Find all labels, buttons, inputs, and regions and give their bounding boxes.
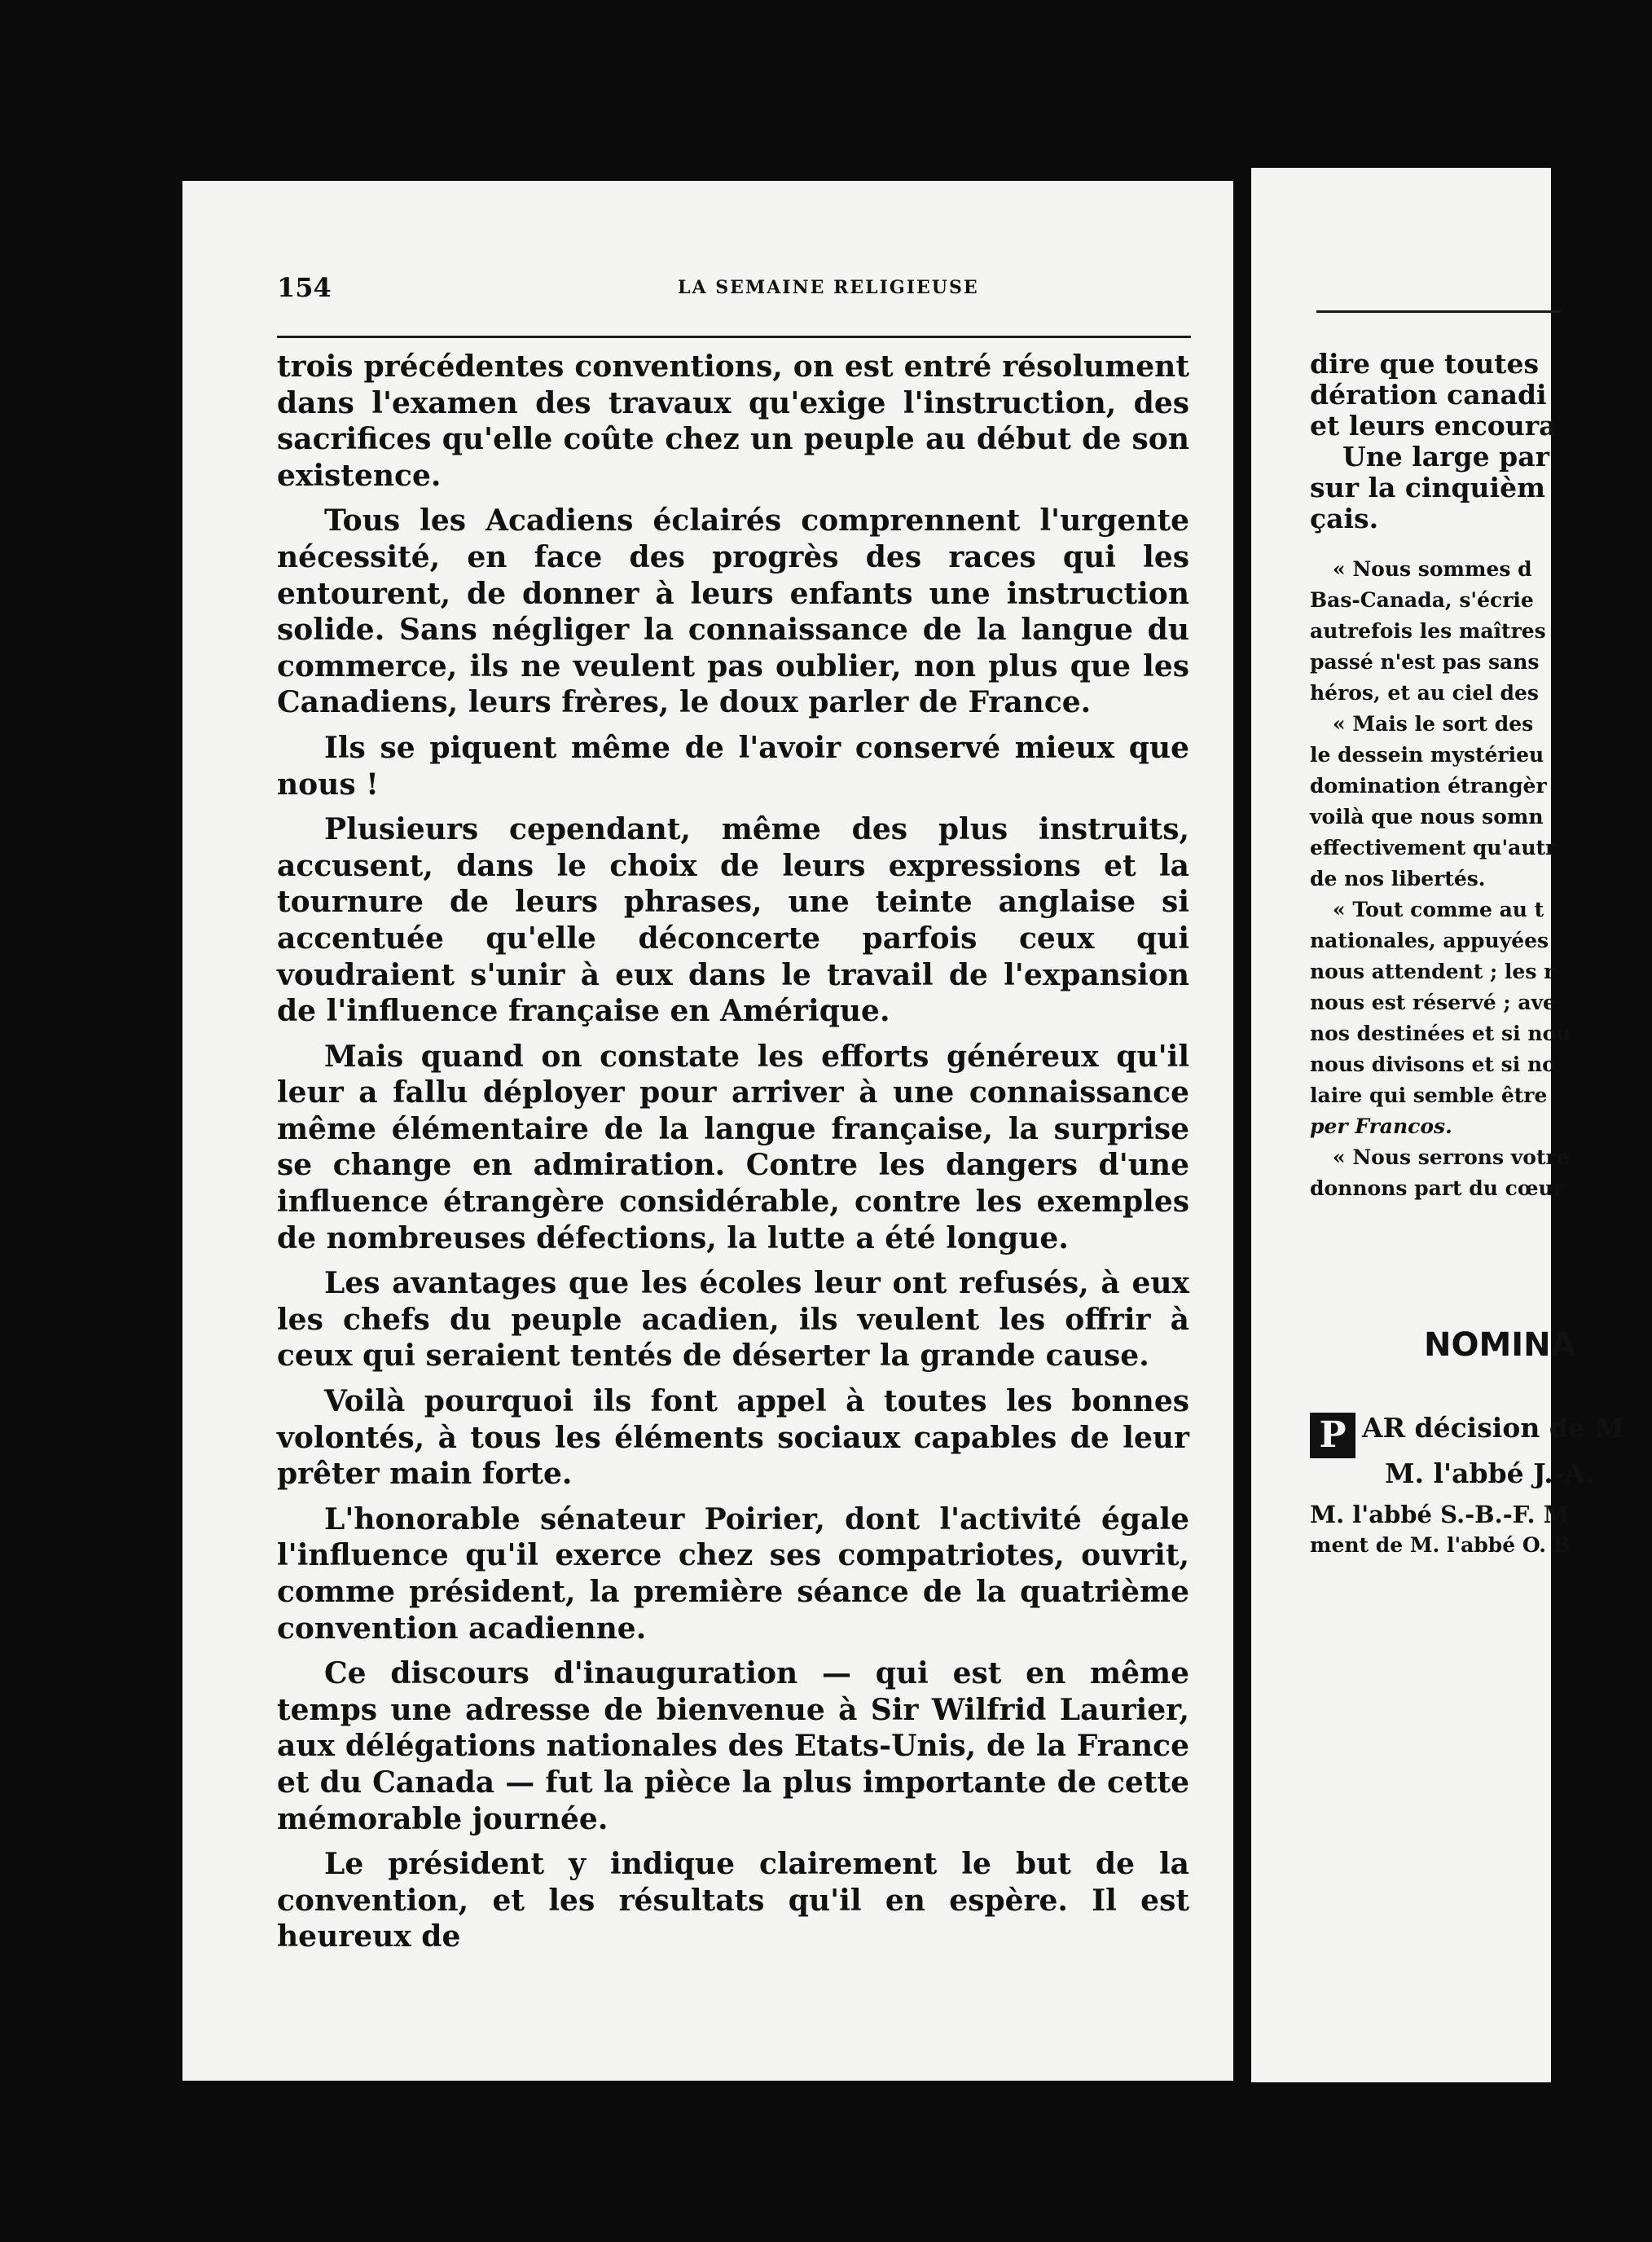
text-line: Bas-Canada, s'écrie xyxy=(1310,588,1534,612)
paragraph: Ils se piquent même de l'avoir conservé mieux que nous ! xyxy=(277,730,1189,802)
text-line: M. l'abbé J.-A. xyxy=(1385,1457,1595,1489)
text-line: effectivement qu'autr xyxy=(1310,836,1557,859)
header-rule xyxy=(1316,310,1561,313)
text-line: « Tout comme au t xyxy=(1333,898,1544,921)
paragraph: Le président y indique clairement le but de la convention, et les résultats qu'il en espère. Il est heureux de xyxy=(277,1847,1189,1954)
text-line: nous est réservé ; ave xyxy=(1310,991,1556,1014)
text-line: Une large par xyxy=(1342,441,1549,473)
text-line: nous divisons et si no xyxy=(1310,1053,1556,1076)
text-line: héros, et au ciel des xyxy=(1310,681,1539,705)
left-page xyxy=(182,181,1233,2081)
paragraph: Les avantages que les écoles leur ont refusés, à eux les chefs du peuple acadien, ils veulent les offrir à ceux qui seraient tentés de déserter la grande cause. xyxy=(277,1266,1189,1374)
text-line: AR décision de M xyxy=(1362,1412,1624,1444)
text-line: « Nous serrons votre xyxy=(1333,1145,1570,1169)
text-line: de nos libertés. xyxy=(1310,867,1486,890)
right-page xyxy=(1251,168,1624,2082)
text-line: laire qui semble être xyxy=(1310,1084,1548,1107)
text-line: sur la cinquièm xyxy=(1310,472,1545,503)
running-header xyxy=(277,272,1189,308)
text-line: çais. xyxy=(1310,503,1379,534)
text-line: « Nous sommes d xyxy=(1333,557,1532,581)
text-line: le dessein mystérieu xyxy=(1310,743,1544,767)
paragraph: Plusieurs cependant, même des plus instruits, accusent, dans le choix de leurs expressions et la tournure de leurs phrases, une teinte anglaise si accentuée qu'elle déconcerte parfois ceux qui voudraient s'unir à eux dans le travail de l'expansion de l'influence française en Amérique. xyxy=(277,812,1189,1029)
text-line: per Francos. xyxy=(1310,1114,1452,1138)
paragraph: Voilà pourquoi ils font appel à toutes les bonnes volontés, à tous les éléments sociaux capables de leur prêter main forte. xyxy=(277,1384,1189,1492)
text-line: dire que toutes xyxy=(1310,348,1540,380)
text-line: nous attendent ; les r xyxy=(1310,960,1555,983)
text-line: donnons part du cœur xyxy=(1310,1176,1564,1200)
text-line: nationales, appuyées xyxy=(1310,929,1549,952)
text-line: nos destinées et si nou xyxy=(1310,1022,1571,1045)
article-body xyxy=(277,349,1189,1964)
text-line: domination étrangèr xyxy=(1310,774,1547,798)
paragraph: Ce discours d'inauguration — qui est en même temps une adresse de bienvenue à Sir Wilfrid Laurier, aux délégations nationales des Etats-Unis, de la France et du Canada — fut la pièce la plus importante de cette mémorable journée. xyxy=(277,1656,1189,1836)
paragraph: L'honorable sénateur Poirier, dont l'activité égale l'influence qu'il exerce chez ses compatriotes, ouvrit, comme président, la première séance de la quatrième convention acadienne. xyxy=(277,1501,1189,1646)
paragraph: Mais quand on constate les efforts généreux qu'il leur a fallu déployer pour arriver à une connaissance même élémentaire de la langue française, la surprise se change en admiration. Contre les dangers d'une influence étrangère considérable, contre les exemples de nombreuses défections, la lutte a été longue. xyxy=(277,1039,1189,1255)
page-number: 154 xyxy=(277,272,332,303)
text-line: passé n'est pas sans xyxy=(1310,650,1540,674)
text-line: autrefois les maîtres xyxy=(1310,619,1546,643)
text-line: dération canadi xyxy=(1310,379,1547,411)
paragraph: trois précédentes conventions, on est entré résolument dans l'examen des travaux qu'exige l'instruction, des sacrifices qu'elle coûte chez un peuple au début de son existence. xyxy=(277,349,1189,493)
text-line: M. l'abbé S.-B.-F. M xyxy=(1310,1501,1570,1528)
section-heading: NOMINA xyxy=(1424,1326,1576,1364)
running-title: LA SEMAINE RELIGIEUSE xyxy=(678,277,979,298)
text-line: et leurs encoura xyxy=(1310,410,1557,442)
paragraph: Tous les Acadiens éclairés comprennent l'urgente nécessité, en face des progrès des races qui les entourent, de donner à leurs enfants une instruction solide. Sans négliger la connaissance de la langue du commerce, ils ne veulent pas oublier, non plus que les Canadiens, leurs frères, le doux parler de France. xyxy=(277,503,1189,720)
text-line: ment de M. l'abbé O. B xyxy=(1310,1533,1571,1557)
text-line: voilà que nous somn xyxy=(1310,805,1544,829)
dropcap: P xyxy=(1310,1413,1355,1458)
text-line: « Mais le sort des xyxy=(1333,712,1534,736)
right-column xyxy=(1310,349,1652,1561)
header-rule xyxy=(277,336,1191,338)
